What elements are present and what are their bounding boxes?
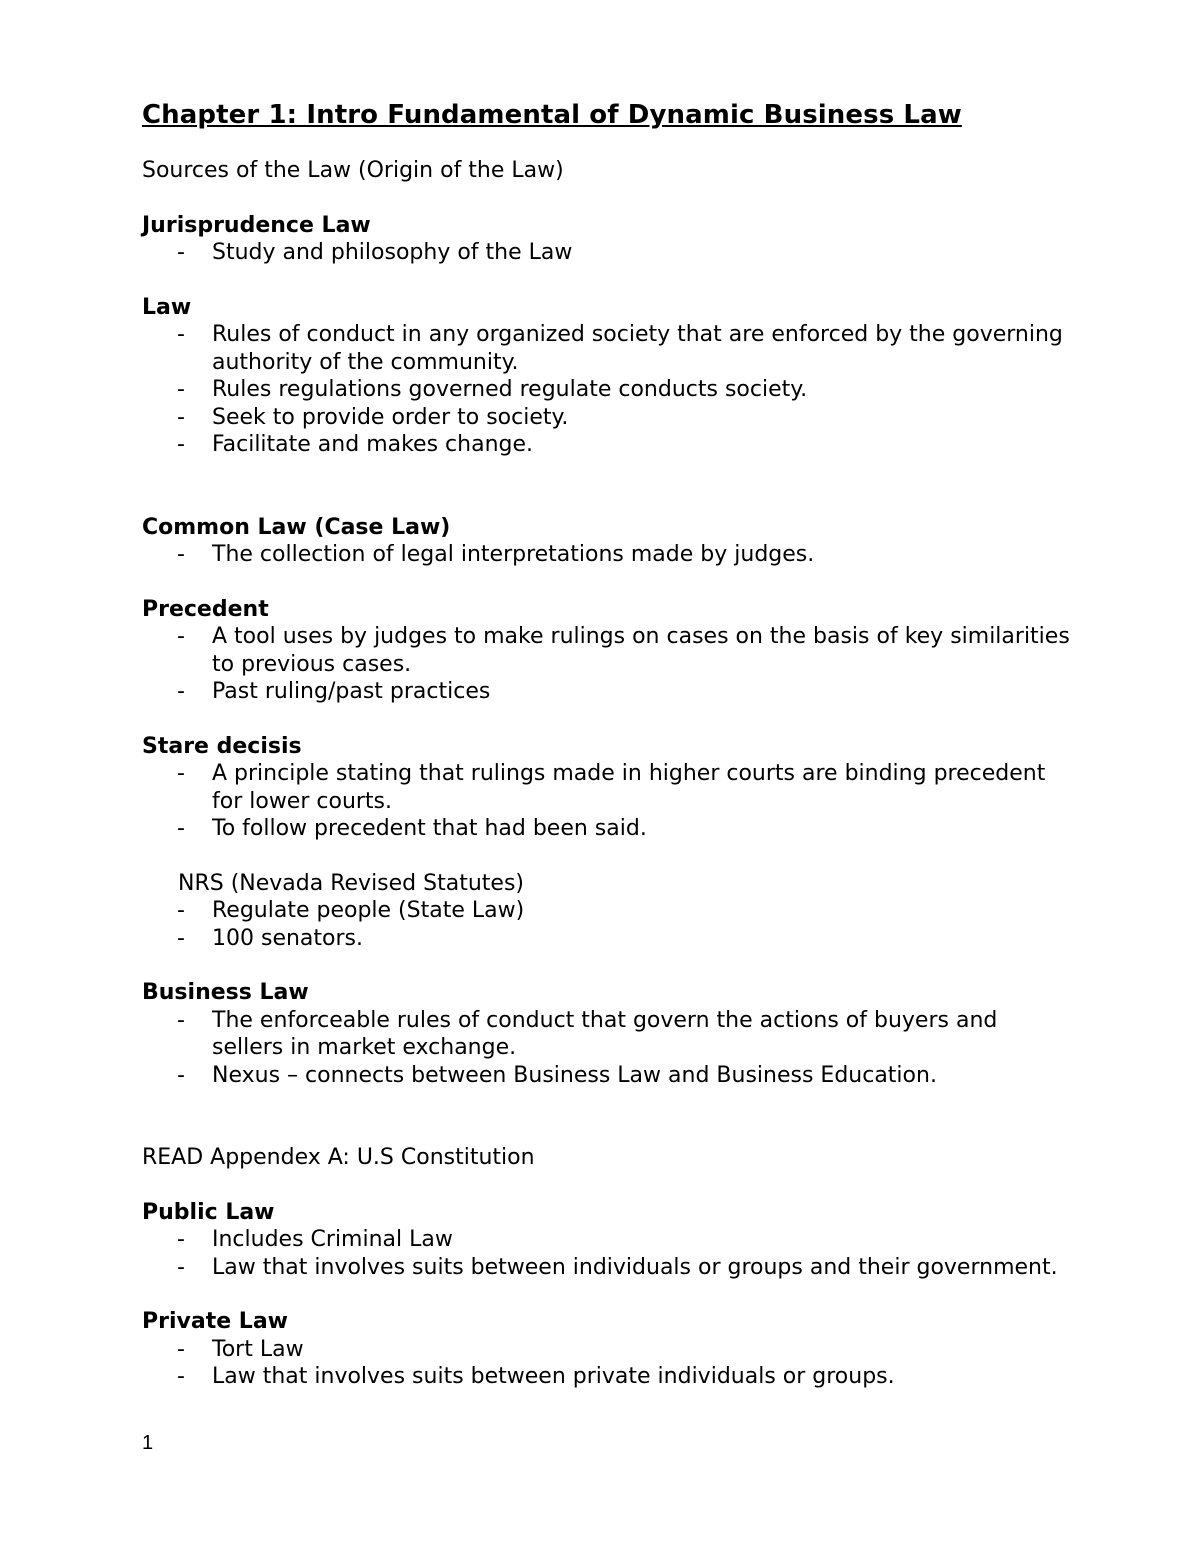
read-appendix-note: READ Appendex A: U.S Constitution — [142, 1145, 535, 1170]
list-item: - Regulate people (State Law) — [142, 897, 1142, 925]
list-item: - Seek to provide order to society. — [142, 404, 1142, 432]
list-private-law — [142, 1336, 1142, 1391]
intro-text: Sources of the Law (Origin of the Law) — [142, 158, 564, 183]
heading-nrs: NRS (Nevada Revised Statutes) — [178, 870, 524, 896]
document-page — [142, 99, 1142, 1391]
document-title: Chapter 1: Intro Fundamental of Dynamic Business Law — [142, 100, 962, 130]
list-law — [142, 321, 1142, 459]
list-precedent — [142, 623, 1142, 706]
heading-precedent: Precedent — [142, 596, 269, 622]
heading-law: Law — [142, 294, 192, 320]
list-item: - Law that involves suits between private individuals or groups. — [142, 1363, 1142, 1391]
list-stare-decisis — [142, 760, 1142, 843]
list-item: - The collection of legal interpretations made by judges. — [142, 541, 1142, 569]
list-item: - The enforceable rules of conduct that govern the actions of buyers and sellers in market exchange. — [142, 1007, 1142, 1062]
heading-private-law: Private Law — [142, 1309, 288, 1334]
page-number: 1 — [142, 1432, 154, 1454]
list-item: - Past ruling/past practices — [142, 678, 1142, 706]
list-item: - To follow precedent that had been said. — [142, 815, 1142, 843]
list-item: - Law that involves suits between individuals or groups and their government. — [142, 1254, 1142, 1282]
heading-business-law: Business Law — [142, 980, 309, 1005]
list-item: - Facilitate and makes change. — [142, 431, 1142, 459]
list-item: - A tool uses by judges to make rulings on cases on the basis of key similarities to previous cases. — [142, 623, 1142, 678]
list-item: - Study and philosophy of the Law — [142, 239, 1142, 267]
list-public-law — [142, 1226, 1142, 1281]
list-item: - Rules regulations governed regulate conducts society. — [142, 376, 1142, 404]
list-item: - Rules of conduct in any organized society that are enforced by the governing authority of the community. — [142, 321, 1142, 376]
list-business-law — [142, 1007, 1142, 1090]
heading-common-law: Common Law (Case Law) — [142, 514, 451, 540]
list-item: - A principle stating that rulings made in higher courts are binding precedent for lower courts. — [142, 760, 1142, 815]
list-item: - 100 senators. — [142, 925, 1142, 953]
heading-public-law: Public Law — [142, 1199, 275, 1225]
heading-stare-decisis: Stare decisis — [142, 733, 302, 759]
list-nrs — [142, 897, 1142, 952]
list-item: - Nexus – connects between Business Law and Business Education. — [142, 1062, 1142, 1090]
heading-jurisprudence: Jurisprudence Law — [142, 212, 371, 238]
list-common-law — [142, 541, 1142, 569]
list-jurisprudence — [142, 239, 1142, 267]
list-item: - Includes Criminal Law — [142, 1226, 1142, 1254]
list-item: - Tort Law — [142, 1336, 1142, 1364]
